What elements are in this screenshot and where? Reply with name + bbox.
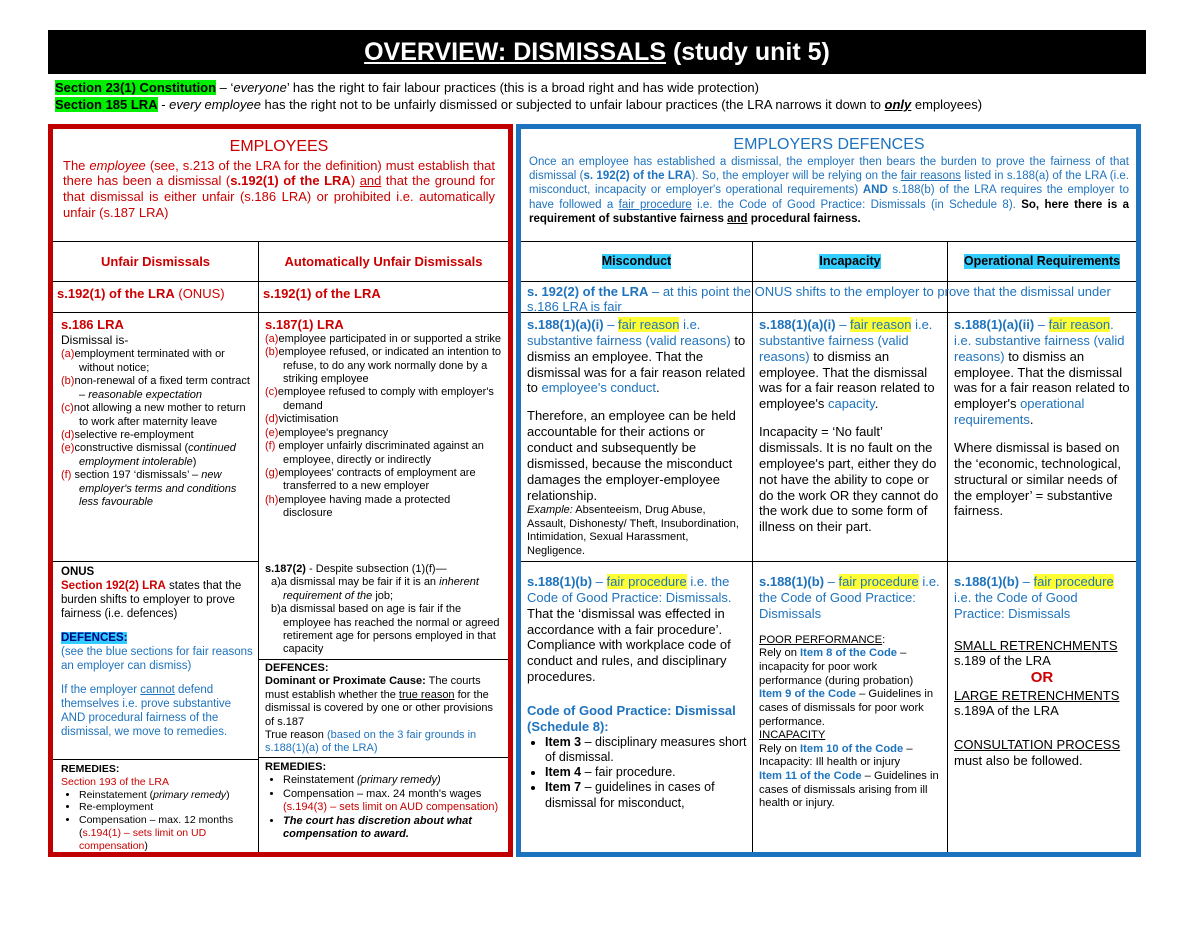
text: i.e. substantive fairness (valid reasons) xyxy=(759,317,933,364)
text: Once an employee has established a dismissal, the employer then bears the burden to prove the fairness of that dismissal ( xyxy=(529,155,1129,182)
text: Section 192(2) LRA xyxy=(61,580,166,593)
text: - Despite subsection (1)(f)— xyxy=(305,563,447,575)
intro-text: ’ has the right to fair labour practices (this is a broad right and has wide protection) xyxy=(286,80,759,95)
text: employee's pregnancy xyxy=(278,426,389,439)
employees-panel xyxy=(48,124,513,857)
text: s.192(1) of the LRA xyxy=(230,173,351,189)
employer-onus-row xyxy=(523,283,1133,312)
item-key: (a) xyxy=(265,332,279,345)
text: to dismiss an employee. That the dismissal was for a fair reason related to employer's xyxy=(954,348,1130,412)
auto-onus-ref: s.192(1) of the LRA xyxy=(263,286,381,301)
auto-unfair-header: Automatically Unfair Dismissals xyxy=(284,254,483,269)
employees-text xyxy=(63,158,495,221)
text: and xyxy=(727,213,748,226)
text: The courts must establish whether the xyxy=(265,675,481,701)
operational-header-cell xyxy=(948,242,1136,281)
text: Compensation – max. 24 month's wages xyxy=(283,787,482,800)
text: Item 10 of the Code xyxy=(800,742,904,755)
intro-only: only xyxy=(884,97,912,112)
text: s.187(2) xyxy=(265,563,306,575)
list-item xyxy=(265,346,502,386)
text: procedural fairness. xyxy=(747,213,861,226)
text: . xyxy=(655,380,660,396)
defences-panel xyxy=(516,124,1141,857)
text: s. 192(2) of the LRA xyxy=(527,284,649,299)
title-main: OVERVIEW: DISMISSALS xyxy=(364,38,666,66)
text: fair reasons xyxy=(900,169,961,182)
text: fair procedure xyxy=(1033,574,1114,589)
text: continued employment intolerable xyxy=(79,442,236,468)
text: . i.e. substantive fairness (valid reasons) xyxy=(954,317,1125,364)
text: Rely on xyxy=(759,647,801,660)
incapacity-header-cell xyxy=(753,242,947,281)
incapacity-procedure: s.188(1)(b) – fair procedure i.e. the Code of Good Practice: Dismissals POOR PERFORMANCE: Rely on Item 8 of the Code – incapacity for poor work performance (during probation) Item 9 of the Code – Guidelines in cases of dismissals for poor work performance. INCAPACITY Rely on Item 10 of the Code – Incapacity: Ill health or injury Item 11 of the Code – Guidelines in cases of dismissals arising from ill health or injury. xyxy=(755,572,947,813)
intro-em: everyone xyxy=(233,80,287,95)
text: True reason xyxy=(265,729,327,742)
misconduct-explanation: Therefore, an employee can be held accountable for their actions or conduct and subsequently be dismissed, because the misconduct damages the employer-employee relationship. xyxy=(527,408,736,503)
text: Rely on xyxy=(759,742,801,755)
remedies-heading: REMEDIES: xyxy=(61,763,120,775)
intro-text: - xyxy=(157,97,170,112)
list-item xyxy=(283,815,502,842)
list-item xyxy=(283,788,502,815)
text: If the employer xyxy=(61,684,141,697)
intro-em: every employee xyxy=(169,97,261,112)
unfair-dismissals-header: Unfair Dismissals xyxy=(100,254,211,269)
text: – incapacity for poor work performance (during probation) xyxy=(759,647,914,687)
text: : xyxy=(882,633,886,646)
item-key: (f) xyxy=(61,469,72,482)
text: employee xyxy=(89,157,146,173)
intro-text: has the right not to be unfairly dismissed or subjected to unfair labour practices (the LRA narrows it down to xyxy=(260,97,885,112)
text: (ONUS) xyxy=(174,286,225,301)
text: – at this point the ONUS shifts to the employer to prove that the dismissal under s.186 LRA is fair xyxy=(527,284,1111,314)
text: s.188(1)(b) xyxy=(759,574,825,589)
operational-header: Operational Requirements xyxy=(963,253,1121,268)
text: inherent requirement of the xyxy=(283,576,479,602)
list-item xyxy=(283,774,502,787)
operational-explanation: Where dismissal is based on the ‘economic, technological, structural or similar needs of the employer’ = substantive fairness. xyxy=(954,440,1121,519)
text: – disciplinary measures short of dismissal. xyxy=(545,734,747,764)
list-item xyxy=(265,494,502,521)
text: for the dismissal is covered by one or other provisions of s.187 xyxy=(265,688,494,728)
incapacity-explanation: Incapacity = ‘No fault’ dismissals. It is no fault on the employee's part, either they do not have the ability to cope or do the work OR they cannot do the work due to some form of illness on their part. xyxy=(759,424,939,535)
text: and xyxy=(359,173,382,189)
defences-heading: DEFENCES: xyxy=(61,632,128,645)
list-item xyxy=(79,814,253,852)
text: s.194(1) – sets limit on UD compensation xyxy=(79,826,207,852)
text: Dominant or Proximate Cause: xyxy=(265,675,426,688)
text: The court has discretion about what compensation to award. xyxy=(283,814,472,841)
item-key: (b) xyxy=(61,375,75,388)
unfair-remedies xyxy=(57,761,257,855)
s187-title: s.187(1) LRA xyxy=(265,317,344,332)
list-item xyxy=(61,442,253,469)
list-item xyxy=(79,789,253,802)
text: The xyxy=(63,157,90,173)
item-key: (c) xyxy=(61,402,74,415)
text: fair procedure xyxy=(838,574,919,589)
text: – xyxy=(603,317,619,332)
text: employment terminated with or without notice; xyxy=(74,348,225,374)
text: i.e. the Code of Good Practice: Dismissals xyxy=(954,589,1078,621)
s187-2-b: b)a dismissal based on age is fair if the employee has reached the normal or agreed retirement age for persons employed in that capacity xyxy=(271,603,500,656)
text: – guidelines in cases of dismissal for misconduct, xyxy=(545,780,715,810)
text: that the ground for that dismissal is either unfair (s.186 LRA) or prohibited i.e. automatically unfair (s.187 LRA) xyxy=(63,173,495,221)
text: cannot xyxy=(140,684,175,697)
list-item xyxy=(545,765,747,780)
text: That the ‘dismissal was effected in accordance with a fair procedure’. Compliance with workplace code of conduct and rules, and disciplinary procedures. xyxy=(527,605,731,685)
auto-defences-heading: DEFENCES: xyxy=(265,662,329,674)
list-item xyxy=(545,735,747,766)
text: i.e. the Code of Good Practice: Dismissals xyxy=(759,574,940,621)
text: Item 4 xyxy=(545,765,582,780)
text: Absenteeism, Drug Abuse, Assault, Dishonesty/ Theft, Insubordination, Intimidation, Sexual Harassment, Negligence. xyxy=(527,504,739,557)
text: listed in s.188(a) of the LRA (i.e. misconduct, incapacity or employer's operational requirements) xyxy=(529,169,1129,197)
text: fair reason xyxy=(1048,317,1111,332)
text: fair reason xyxy=(850,317,912,332)
text: (s.194(3) – sets limit on AUD compensation) xyxy=(283,801,499,814)
incapacity-sub-heading: INCAPACITY xyxy=(759,729,826,742)
text: s.188(1)(a)(i) xyxy=(527,317,604,332)
code-heading: Code of Good Practice: Dismissal (Schedule 8): xyxy=(527,703,736,734)
text: Reinstatement xyxy=(283,774,357,787)
text: Item 3 xyxy=(545,734,582,749)
list-item xyxy=(79,801,253,814)
s186-section xyxy=(57,315,257,560)
unfair-remedies-list xyxy=(61,789,253,853)
lra-185-label: Section 185 LRA xyxy=(55,97,158,112)
item-key: (h) xyxy=(265,493,279,506)
incapacity-header: Incapacity xyxy=(819,253,881,268)
text: victimisation xyxy=(278,413,339,426)
large-retrenchments: LARGE RETRENCHMENTS xyxy=(954,687,1120,703)
text: s.188(1)(b) xyxy=(527,574,593,589)
auto-remedies-list xyxy=(265,774,502,841)
text: job; xyxy=(372,589,394,602)
text: true reason xyxy=(398,688,455,701)
item-key: (e) xyxy=(265,426,279,439)
misconduct-header: Misconduct xyxy=(601,253,672,268)
incapacity-reason: s.188(1)(a)(i) – fair reason i.e. substantive fairness (valid reasons) to dismiss an employee. That the dismissal was for a fair reason related to employee's capacity. Incapacity = ‘No fault’ dismissals. It is no fault on the employee's part, either they do not have the ability to cope or do the work OR they cannot do the work due to some form of illness on their part. xyxy=(755,315,947,561)
text: fair procedure xyxy=(618,198,692,211)
item-key: (f) xyxy=(265,440,276,453)
text: – Guidelines in cases of dismissals arising from ill health or injury. xyxy=(759,770,939,810)
operational-reason: s.188(1)(a)(ii) – fair reason. i.e. substantive fairness (valid reasons) to dismiss an employee. That the dismissal was for a fair reason related to employer's operational requirements. Where dismissal is based on the ‘economic, technological, structural or similar needs of the employer’ = substantive fairness. xyxy=(954,317,1130,519)
large-ref: s.189A of the LRA xyxy=(954,703,1059,719)
text: – Incapacity: Ill health or injury xyxy=(759,742,913,769)
text: s.188(1)(a)(ii) xyxy=(954,317,1035,332)
defences-body: (see the blue sections for fair reasons an employer can dismiss) xyxy=(61,646,253,673)
text: not allowing a new mother to return to work after maternity leave xyxy=(73,402,246,428)
small-retrenchments: SMALL RETRENCHMENTS xyxy=(954,637,1118,653)
text: Example: xyxy=(527,504,573,517)
item-key: (d) xyxy=(265,413,279,426)
text: (based on the 3 fair grounds in s.188(1)(a) of the LRA) xyxy=(265,729,477,755)
text: to dismiss an employee. That the dismissal was for a fair reason related to xyxy=(527,332,746,396)
text: new employer's terms and conditions less favourable xyxy=(79,469,237,508)
onus-heading: ONUS xyxy=(61,566,95,578)
operational-procedure: s.188(1)(b) – fair procedure i.e. the Code of Good Practice: Dismissals SMALL RETRENCHMENTS s.189 of the LRA OR LARGE RETRENCHMENTS s.189A of the LRA CONSULTATION PROCESS must also be followed. xyxy=(950,572,1134,771)
small-ref: s.189 of the LRA xyxy=(954,653,1051,669)
text: states that the burden shifts to employer to prove fairness (i.e. defences) xyxy=(61,580,242,621)
text: ) xyxy=(144,839,148,852)
title-sub: (study unit 5) xyxy=(666,38,830,66)
misconduct-procedure: s.188(1)(b) – fair procedure i.e. the Code of Good Practice: Dismissals. That the ‘dismissal was effected in accordance with a fair procedure’. Compliance with workplace code of conduct and rules, and disciplinary procedures. Code of Good Practice: Dismissal (Schedule 8): • Item 3 – disciplinary measures short of dismissal. • Item 4 – fair procedure. • Item 7 – guidelines in cases of dismissal for misconduct, xyxy=(523,572,751,813)
text: primary remedy xyxy=(153,788,227,801)
list-item xyxy=(545,780,747,811)
text: ) xyxy=(226,788,230,801)
text: Item 7 xyxy=(545,780,582,795)
list-item xyxy=(61,402,253,429)
text: operational requirements xyxy=(954,396,1085,428)
item-key: (e) xyxy=(61,442,75,455)
auto-defences xyxy=(261,660,506,756)
text: s. 192(2) of the LRA xyxy=(583,169,692,182)
text: Compensation – max. 12 months ( xyxy=(79,814,234,839)
text: – Guidelines in cases of dismissals for poor work performance. xyxy=(759,688,934,728)
intro-text: – ‘ xyxy=(216,80,234,95)
text: AND xyxy=(862,184,888,197)
item-key: (g) xyxy=(265,466,279,479)
intro-line-2 xyxy=(55,97,982,112)
s186-list xyxy=(61,348,253,509)
text: defend themselves i.e. prove substantive AND procedural fairness of the dismissal, we move to remedies. xyxy=(61,684,232,739)
intro-text: employees) xyxy=(911,97,983,112)
text: – fair procedure. xyxy=(581,765,676,780)
list-item xyxy=(265,427,502,440)
list-item xyxy=(61,375,253,402)
text: Item 11 of the Code xyxy=(759,770,862,783)
text: Item 9 of the Code xyxy=(759,688,856,701)
text: fair procedure xyxy=(606,574,687,589)
text: fair reason xyxy=(618,317,680,332)
s186-title: s.186 LRA xyxy=(61,317,124,332)
code-items-list xyxy=(527,735,747,811)
item-key: (a) xyxy=(61,348,75,361)
text: i.e. the Code of Good Practice: Dismissals. xyxy=(527,574,732,605)
auto-remedies-heading: REMEDIES: xyxy=(265,761,327,773)
text: employee's conduct xyxy=(541,380,656,396)
list-item xyxy=(265,440,502,467)
list-item xyxy=(61,429,253,442)
text: ) xyxy=(350,173,360,189)
text: a)a dismissal may be fair if it is an xyxy=(271,576,440,589)
list-item xyxy=(265,333,502,346)
text: Item 8 of the Code xyxy=(800,647,898,660)
text: Re-employment xyxy=(79,801,154,814)
text: employee participated in or supported a strike xyxy=(278,332,502,345)
text: s.188(b) of the LRA requires the employer to have followed a xyxy=(529,184,1130,211)
employees-heading: EMPLOYEES xyxy=(229,138,329,155)
text: So, here there is a requirement of substantive fairness xyxy=(529,198,1129,226)
misconduct-header-cell xyxy=(521,242,752,281)
text: employees' contracts of employment are transferred to a new employer xyxy=(278,466,476,493)
text: s.188(1)(b) xyxy=(954,574,1020,589)
list-item xyxy=(265,467,502,494)
text: ). So, the employer will be relying on the xyxy=(691,169,901,182)
unfair-onus-ref xyxy=(53,284,258,304)
text: employee having made a protected disclosure xyxy=(278,493,451,520)
defences-text xyxy=(529,155,1129,227)
constitution-label: Section 23(1) Constitution xyxy=(55,80,217,95)
text: s.192(1) of the LRA xyxy=(57,286,175,301)
text: . xyxy=(1029,412,1034,428)
s186-lead: Dismissal is- xyxy=(61,332,129,347)
s187-2-section xyxy=(261,561,506,657)
list-item xyxy=(61,469,253,509)
list-item xyxy=(265,413,502,426)
text: reasonable expectation xyxy=(88,388,202,401)
item-key: (b) xyxy=(265,346,279,359)
unfair-onus-section xyxy=(57,563,257,758)
item-key: (d) xyxy=(61,428,75,441)
text: i.e. the Code of Good Practice: Dismissals (in Schedule 8). xyxy=(691,198,1022,211)
defences-intro xyxy=(525,133,1133,237)
remedies-ref: Section 193 of the LRA xyxy=(61,775,169,788)
consultation-process: CONSULTATION PROCESS xyxy=(954,737,1121,753)
text: employee refused to comply with employer's demand xyxy=(277,386,494,412)
text: non-renewal of a fixed term contract – xyxy=(74,375,250,401)
text: employee refused, or indicated an intention to refuse, to do any work normally done by a striking employee xyxy=(278,346,502,386)
list-item xyxy=(61,348,253,375)
page-title xyxy=(48,30,1146,74)
text: employer unfairly discriminated against an employee, directly or indirectly xyxy=(275,440,484,466)
text: i.e. substantive fairness (valid reasons) xyxy=(527,317,731,348)
or-label: OR xyxy=(1030,669,1054,687)
text: to dismiss an employee. That the dismissal was for a fair reason related to employee's xyxy=(759,348,935,412)
auto-remedies xyxy=(261,759,506,843)
text: s.188(1)(a)(i) xyxy=(759,317,836,332)
employees-intro xyxy=(59,135,499,237)
text: POOR PERFORMANCE xyxy=(759,633,883,646)
text: ) xyxy=(192,455,197,468)
item-key: (c) xyxy=(265,386,278,399)
defences-heading: EMPLOYERS DEFENCES xyxy=(733,136,925,153)
misconduct-reason xyxy=(523,315,751,561)
s187-list xyxy=(265,333,502,521)
intro-line-1 xyxy=(55,80,759,95)
text: . xyxy=(874,396,879,412)
list-item xyxy=(265,386,502,413)
text: (primary remedy) xyxy=(356,774,441,787)
text: (see, s.213 of the LRA for the definition) must establish that there has been a dismissal ( xyxy=(63,157,495,189)
text: Reinstatement ( xyxy=(79,788,154,801)
text: capacity xyxy=(827,396,875,412)
text: constructive dismissal ( xyxy=(74,442,189,455)
text: section 197 ‘dismissals’ – xyxy=(71,469,202,482)
text: selective re-employment xyxy=(74,428,194,441)
consultation-text: must also be followed. xyxy=(954,753,1083,769)
